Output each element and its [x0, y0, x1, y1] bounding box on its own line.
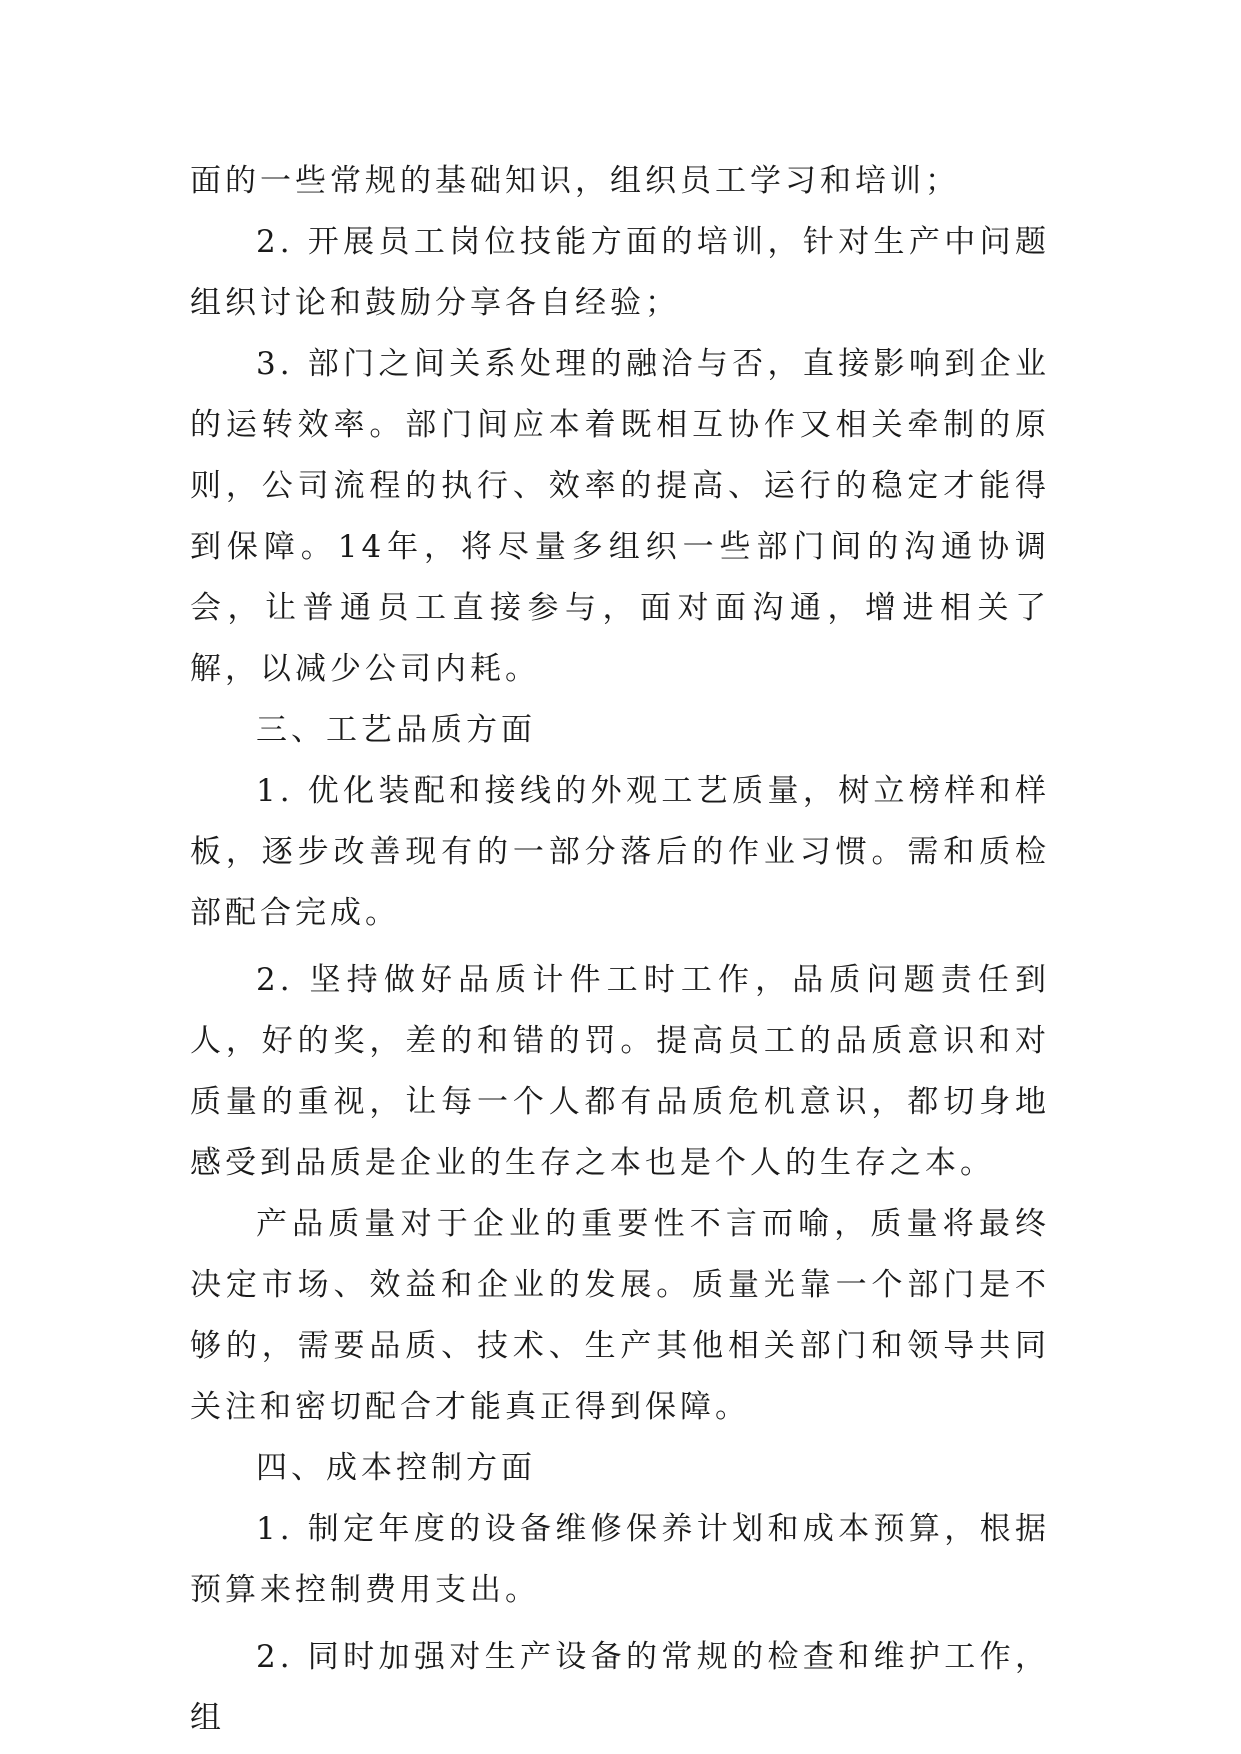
paragraph-item-2-quality-piecework: 2. 坚持做好品质计件工时工作，品质问题责任到人，好的奖，差的和错的罚。提高员工的品质意识和对质量的重视，让每一个人都有品质危机意识，都切身地感受到品质是企业的生存之本也是个人的生存之本。 — [190, 962, 1050, 1181]
paragraph-item-2-training: 2. 开展员工岗位技能方面的培训，针对生产中问题组织讨论和鼓励分享各自经验； — [190, 224, 1050, 321]
paragraph-continuation: 面的一些常规的基础知识，组织员工学习和培训； — [190, 163, 960, 199]
paragraph-item-1-maintenance-plan: 1. 制定年度的设备维修保养计划和成本预算，根据预算来控制费用支出。 — [190, 1511, 1050, 1608]
section-heading-cost-control: 四、成本控制方面 — [256, 1450, 536, 1486]
paragraph-product-quality: 产品质量对于企业的重要性不言而喻，质量将最终决定市场、效益和企业的发展。质量光靠一个部门是不够的，需要品质、技术、生产其他相关部门和领导共同关注和密切配合才能真正得到保障。 — [190, 1206, 1050, 1425]
paragraph-item-1-assembly: 1. 优化装配和接线的外观工艺质量，树立榜样和样板，逐步改善现有的一部分落后的作业习惯。需和质检部配合完成。 — [190, 773, 1050, 931]
paragraph-item-3-department-relations: 3. 部门之间关系处理的融洽与否，直接影响到企业的运转效率。部门间应本着既相互协作又相关牵制的原则，公司流程的执行、效率的提高、运行的稳定才能得到保障。14年，将尽量多组织一些部门间的沟通协调会，让普通员工直接参与，面对面沟通，增进相关了解，以减少公司内耗。 — [190, 346, 1050, 687]
paragraph-item-2-equipment-check: 2. 同时加强对生产设备的常规的检查和维护工作，组 — [190, 1639, 1050, 1736]
section-heading-process-quality: 三、工艺品质方面 — [256, 712, 536, 748]
document-body — [190, 151, 1050, 1749]
